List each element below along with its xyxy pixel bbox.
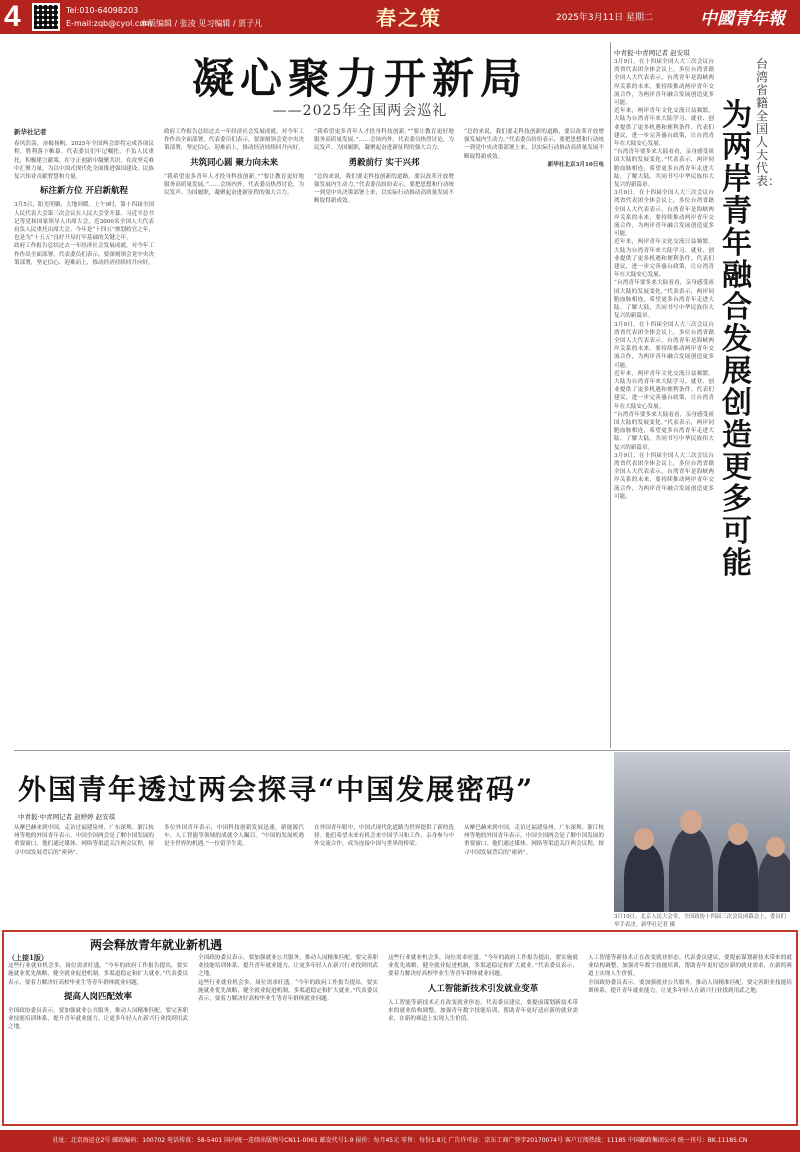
section-title: 春之策 [376, 6, 442, 30]
lead-column-3 [314, 128, 454, 746]
lead-column-2 [164, 128, 304, 746]
right-column-text [614, 58, 714, 748]
lead-paragraph-3b: 政府工作报告总结过去一年经济社会发展成就，对今年工作作出全面部署。代表委员们表示，要深刻领会党中央决策部署，坚定信心、迎难而上，推动经济持续回升向好。 [164, 129, 304, 152]
header-email: E-mail:zqb@cyol.com [66, 19, 153, 28]
bottom-column-3 [388, 954, 578, 1124]
bottom-paragraph-1: 这些行业就业机会多，岗位需求旺盛。“今年的政府工作报告提出，要实施就业优先战略，健全就业促进机制，多渠道稳定和扩大就业。”代表委员表示，要着力解决好高校毕业生等青年群体就业问题。 [8, 963, 188, 986]
feature-paragraph-2: 多位外国青年表示，中国科技创新发展迅速，新能源汽车、人工智能等领域的成就令人瞩目。“中国的发展机遇是全世界的机遇。”一位留学生说。 [164, 825, 304, 848]
lead-column-4 [464, 128, 604, 746]
lead-paragraph-4b: “我希望更多青年人才投身科技创新。”“要让教育更好地服务高质量发展。”……会场内外，代表委员热烈讨论，为民发声、为国履职，凝聚起奋进新征程的强大合力。 [314, 129, 454, 152]
right-paragraph-1: 3月9日，在十四届全国人大三次会议台湾省代表团全体会议上，多位台湾省籍全国人大代表表示，台湾青年是海峡两岸关系的未来，要持续推动两岸青年交流合作，为两岸青年融合发展创造更多可能。 [614, 59, 714, 107]
lead-dateline: 新华社北京3月10日电 [547, 161, 604, 168]
lead-paragraph-1: 春风浩荡，奋楫扬帆。2025年全国两会即将完成各项议程，胜利落下帷幕。代表委员们牢记嘱托、不负人民重托，积极建言献策，在守正创新中凝聚共识、在攻坚克难中汇聚力量，为以中国式现代化全面推进强国建设、民族复兴伟业贡献智慧和力量。 [14, 141, 154, 181]
lead-paragraph-2: 3月5日，阳光明媚，大地回暖。上午9时，第十四届全国人民代表大会第三次会议在人民大会堂开幕。习近平总书记等党和国家领导人出席大会，近3000名全国人大代表肩负人民重托出席大会。今年是“十四五”规划收官之年，也是为“十五五”良好开局打牢基础的关键之年。 [14, 202, 154, 242]
header-tel: Tel:010-64098203 [66, 6, 139, 15]
issue-date: 2025年3月11日 星期二 [556, 13, 653, 23]
feature-column-2 [164, 824, 304, 926]
header-editors: 本版编辑 / 张凌 见习编辑 / 贾子凡 [140, 19, 263, 28]
bottom-paragraph-1c: 这些行业就业机会多，岗位需求旺盛。“今年的政府工作报告提出，要实施就业优先战略，健全就业促进机制，多渠道稳定和扩大就业。”代表委员表示，要着力解决好高校毕业生等青年群体就业问题。 [388, 955, 578, 978]
right-kicker: 台湾省籍全国人大代表： [756, 57, 781, 188]
lead-paragraph-5: “总的来说，我们要走科技创新的道路，要以改革开放增强发展内生动力。”代表委员纷纷表示，要把思想和行动统一到党中央决策部署上来，以实际行动推动高质量发展不断取得新成效。 [314, 173, 454, 205]
section-divider [14, 750, 790, 751]
lead-subhead-1: 标注新方位 开启新航程 [40, 186, 128, 197]
right-byline: 中青报·中青网记者 赵安琪 [614, 49, 690, 57]
newspaper-masthead: 中國青年報 [700, 9, 785, 29]
right-headline: 为两岸青年融合发展创造更多可能 [722, 98, 752, 581]
lead-paragraph-5b: “总的来说，我们要走科技创新的道路，要以改革开放增强发展内生动力。”代表委员纷纷表示，要把思想和行动统一到党中央决策部署上来，以实际行动推动高质量发展不断取得新成效。 [464, 129, 604, 160]
bottom-continuation: （上接1版） [8, 954, 48, 962]
lead-paragraph-3: 政府工作报告总结过去一年经济社会发展成就，对今年工作作出全面部署。代表委员们表示，要深刻领会党中央决策部署，坚定信心、迎难而上，推动经济持续回升向好。 [14, 243, 154, 266]
lead-subhead-3: 勇毅前行 实干兴邦 [348, 157, 420, 168]
lead-subhead-2: 共筑同心圆 聚力向未来 [190, 157, 278, 168]
right-paragraph-2c: 近年来，两岸青年文化交流日益频繁。大陆为台湾青年来大陆学习、就业、创业提供了更多机遇和便利条件。代表们建议，进一步完善惠台政策，让台湾青年在大陆安心发展。 [614, 370, 714, 410]
bottom-paragraph-3: 人工智能等新技术正在改变就业形态。代表委员建议，要提前谋划新技术带来的就业结构调整，加强青年数字技能培训，帮助青年更好适应新的就业需求，在新的赛道上实现人生价值。 [388, 999, 578, 1023]
feature-column-3 [314, 824, 454, 926]
right-paragraph-1c: 3月9日，在十四届全国人大三次会议台湾省代表团全体会议上，多位台湾省籍全国人大代表表示，台湾青年是海峡两岸关系的未来，要持续推动两岸青年交流合作，为两岸青年融合发展创造更多可能。 [614, 321, 714, 369]
right-paragraph-2b: 近年来，两岸青年文化交流日益频繁。大陆为台湾青年来大陆学习、就业、创业提供了更多机遇和便利条件。代表们建议，进一步完善惠台政策，让台湾青年在大陆安心发展。 [614, 239, 714, 279]
feature-headline: 外国青年透过两会探寻“中国发展密码” [18, 773, 535, 806]
column-divider [610, 42, 611, 748]
feature-paragraph-1: 从摩巴赫来到中国，走访过福建泉州、广东深圳、浙江杭州等地的外国青年表示，中国全国两会是了解中国发展的重要窗口。他们通过媒体、网络等渠道关注两会议程，探寻中国发展背后的“密码”。 [14, 825, 154, 856]
right-paragraph-3: “台湾青年要多来大陆看看，亲身感受祖国大陆的发展变化。”代表表示，两岸同胞血脉相连，希望更多台湾青年走进大陆、了解大陆，共同书写中华民族伟大复兴的新篇章。 [614, 149, 714, 189]
right-paragraph-1d: 3月9日，在十四届全国人大三次会议台湾省代表团全体会议上，多位台湾省籍全国人大代表表示，台湾青年是海峡两岸关系的未来，要持续推动两岸青年交流合作，为两岸青年融合发展创造更多可能。 [614, 452, 714, 500]
bottom-headline: 两会释放青年就业新机遇 [90, 938, 223, 952]
lead-subtitle: ——2025年全国两会巡礼 [272, 103, 448, 119]
feature-paragraph-1b: 从摩巴赫来到中国，走访过福建泉州、广东深圳、浙江杭州等地的外国青年表示，中国全国两会是了解中国发展的重要窗口。他们通过媒体、网络等渠道关注两会议程，探寻中国发展背后的“密码”。 [464, 825, 604, 856]
bottom-column-4 [588, 954, 792, 1124]
bottom-paragraph-2b: 全国政协委员表示，要加强就业公共服务，推动人岗精准匹配。要完善职业技能培训体系，提升青年就业能力，让更多年轻人在新兴行业找到用武之地。 [198, 955, 378, 978]
lead-headline: 凝心聚力开新局 [191, 54, 528, 103]
bottom-column-1 [8, 954, 188, 1124]
right-paragraph-3b: “台湾青年要多来大陆看看，亲身感受祖国大陆的发展变化。”代表表示，两岸同胞血脉相连，希望更多台湾青年走进大陆、了解大陆，共同书写中华民族伟大复兴的新篇章。 [614, 280, 714, 320]
lead-paragraph-4: “我希望更多青年人才投身科技创新。”“要让教育更好地服务高质量发展。”……会场内外，代表委员热烈讨论，为民发声、为国履职，凝聚起奋进新征程的强大合力。 [164, 173, 304, 197]
lead-column-1 [14, 128, 154, 746]
news-photo [614, 752, 790, 912]
page-header [0, 0, 800, 34]
qr-code-icon [32, 3, 60, 31]
feature-byline: 中青报·中青网记者 赵婷婷 赵安琪 [18, 813, 116, 821]
feature-column-1 [14, 824, 154, 926]
bottom-subhead-1: 提高人岗匹配效率 [63, 991, 132, 1002]
bottom-paragraph-2c: 全国政协委员表示，要加强就业公共服务，推动人岗精准匹配。要完善职业技能培训体系，提升青年就业能力，让更多年轻人在新兴行业找到用武之地。 [588, 979, 792, 994]
right-paragraph-3c: “台湾青年要多来大陆看看，亲身感受祖国大陆的发展变化。”代表表示，两岸同胞血脉相连，希望更多台湾青年走进大陆、了解大陆，共同书写中华民族伟大复兴的新篇章。 [614, 411, 714, 451]
photo-caption: 3月10日，北京人民大会堂。全国政协十四届三次会议闭幕会上，委员们举手表决。新华社记者 摄 [614, 914, 787, 928]
page-footer: 社址：北京海运仓2号 邮政编码：100702 电话传真：58-5401 国内统一连续出版物号CN11-0061 邮发代号1-9 报价：每月45元 零售：每份1.8元 广告许可证：京东工商广登字20170074号 客户订阅热线：11185 中国邮政集团公司 统一刊号：BK.11185.CN [0, 1130, 800, 1152]
page-number: 4 [4, 0, 21, 33]
bottom-paragraph-1b: 这些行业就业机会多，岗位需求旺盛。“今年的政府工作报告提出，要实施就业优先战略，健全就业促进机制，多渠道稳定和扩大就业。”代表委员表示，要着力解决好高校毕业生等青年群体就业问题。 [198, 979, 378, 1003]
right-paragraph-1b: 3月9日，在十四届全国人大三次会议台湾省代表团全体会议上，多位台湾省籍全国人大代表表示，台湾青年是海峡两岸关系的未来，要持续推动两岸青年交流合作，为两岸青年融合发展创造更多可能。 [614, 190, 714, 238]
bottom-paragraph-2: 全国政协委员表示，要加强就业公共服务，推动人岗精准匹配。要完善职业技能培训体系，提升青年就业能力，让更多年轻人在新兴行业找到用武之地。 [8, 1008, 188, 1031]
right-paragraph-2: 近年来，两岸青年文化交流日益频繁。大陆为台湾青年来大陆学习、就业、创业提供了更多机遇和便利条件。代表们建议，进一步完善惠台政策，让台湾青年在大陆安心发展。 [614, 108, 714, 148]
feature-paragraph-3: 在外国青年眼中，中国式现代化道路为世界提供了新的选择。他们希望未来有机会来中国学习和工作，亲身参与中外交流合作，成为连接中国与世界的桥梁。 [314, 825, 454, 848]
bottom-paragraph-3b: 人工智能等新技术正在改变就业形态。代表委员建议，要提前谋划新技术带来的就业结构调整，加强青年数字技能培训，帮助青年更好适应新的就业需求，在新的赛道上实现人生价值。 [588, 955, 792, 978]
lead-byline: 新华社记者 [14, 128, 47, 136]
feature-column-4 [464, 824, 604, 926]
bottom-subhead-2: 人工智能新技术引发就业变革 [427, 983, 539, 994]
bottom-column-2 [198, 954, 378, 1124]
